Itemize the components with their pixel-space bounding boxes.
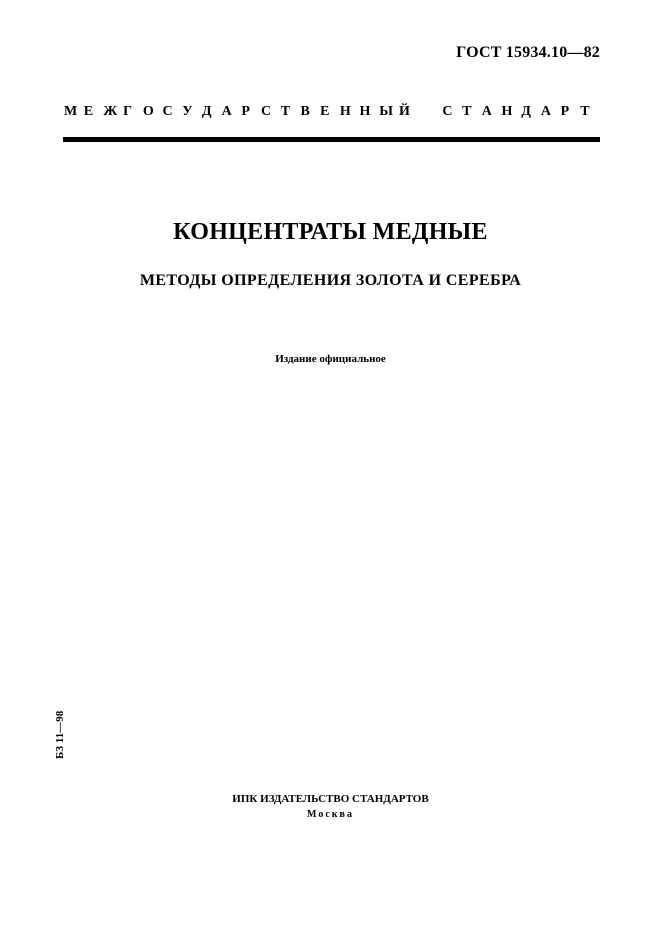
heading-letter: М	[64, 104, 78, 119]
heading-letter: Е	[320, 104, 330, 119]
header-divider-rule	[63, 137, 600, 142]
heading-letter: С	[261, 104, 272, 119]
heading-letter: А	[481, 104, 492, 119]
heading-letter: Н	[339, 104, 351, 119]
heading-letter: Н	[501, 104, 513, 119]
side-code-label: БЗ 11—98	[54, 710, 66, 759]
heading-letter: Е	[83, 104, 94, 119]
standard-type-word-interstate	[64, 104, 419, 120]
heading-letter: А	[221, 104, 232, 119]
heading-letter: О	[142, 104, 154, 119]
heading-letter: У	[182, 104, 193, 119]
document-subtitle: МЕТОДЫ ОПРЕДЕЛЕНИЯ ЗОЛОТА И СЕРЕБРА	[139, 272, 522, 289]
heading-letter: Р	[241, 104, 250, 119]
standard-type-word-standard	[442, 104, 600, 120]
heading-letter: Т	[580, 104, 590, 119]
gost-number: ГОСТ 15934.10—82	[456, 44, 600, 61]
document-title: КОНЦЕНТРАТЫ МЕДНЫЕ	[173, 219, 488, 245]
standard-type-heading	[64, 104, 600, 120]
heading-letter: Т	[462, 104, 472, 119]
publisher-city: Москва	[307, 809, 354, 820]
heading-letter: Й	[398, 104, 410, 119]
heading-letter: С	[162, 104, 173, 119]
heading-letter: Ж	[103, 104, 118, 119]
publisher-name: ИПК ИЗДАТЕЛЬСТВО СТАНДАРТОВ	[232, 793, 429, 805]
heading-letter: Г	[123, 104, 133, 119]
heading-letter: С	[442, 104, 453, 119]
heading-letter: Т	[280, 104, 291, 119]
heading-letter: Д	[521, 104, 531, 119]
heading-letter: Р	[560, 104, 570, 119]
heading-letter: В	[300, 104, 310, 119]
edition-note: Издание официальное	[275, 353, 386, 365]
heading-letter: Ы	[379, 104, 393, 119]
heading-letter: Д	[201, 104, 212, 119]
heading-letter: А	[540, 104, 552, 119]
heading-letter: Н	[359, 104, 371, 119]
